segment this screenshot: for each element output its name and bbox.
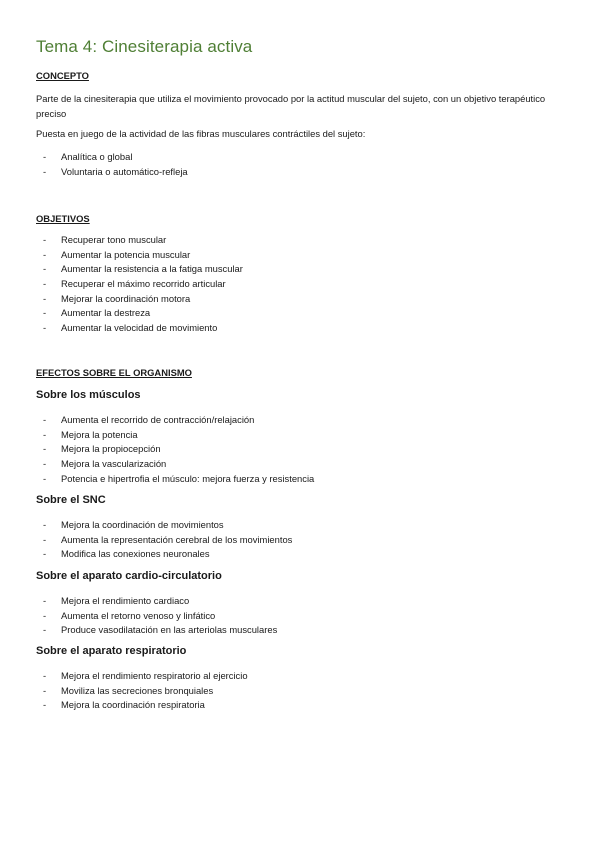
list-item [36, 292, 243, 307]
list-item [36, 262, 243, 277]
list-item [36, 457, 314, 472]
bullet-dash: - [43, 165, 47, 177]
list-item-text: Mejora el rendimiento cardiaco [61, 595, 190, 606]
efectos-heading: EFECTOS SOBRE EL ORGANISMO [36, 367, 192, 378]
bullet-dash: - [43, 595, 47, 606]
list-item-text: Aumentar la resistencia a la fatiga muscular [61, 263, 243, 275]
list-item [36, 233, 243, 248]
list-item-text: Mejora la vascularización [61, 458, 167, 470]
list-item [36, 442, 314, 457]
list-item [36, 248, 243, 263]
list-item [36, 277, 243, 292]
list-item-text: Potencia e hipertrofia el músculo: mejora fuerza y resistencia [61, 472, 315, 484]
bullet-dash: - [43, 533, 47, 545]
bullet-dash: - [43, 307, 47, 319]
bullet-dash: - [43, 624, 47, 636]
list-item [36, 306, 243, 321]
concepto-heading: CONCEPTO [36, 70, 89, 81]
respiratorio-subheading: Sobre el aparato respiratorio [36, 645, 187, 657]
list-item-text: Mejorar la coordinación motora [61, 292, 191, 304]
list-item-text: Mejora la coordinación de movimientos [61, 519, 224, 530]
cardio-subheading: Sobre el aparato cardio-circulatorio [36, 570, 222, 582]
list-item [36, 413, 314, 428]
bullet-dash: - [43, 278, 47, 290]
cardio-list [36, 594, 277, 638]
bullet-dash: - [43, 609, 47, 621]
concepto-paragraph-2: Puesta en juego de la actividad de las fibras musculares contráctiles del sujeto: [36, 128, 366, 139]
snc-subheading: Sobre el SNC [36, 494, 106, 506]
bullet-dash: - [43, 443, 47, 455]
list-item-text: Moviliza las secreciones bronquiales [61, 684, 214, 696]
bullet-dash: - [43, 458, 47, 470]
list-item-text: Mejora la propiocepción [61, 443, 161, 455]
list-item-text: Recuperar el máximo recorrido articular [61, 278, 226, 290]
list-item [36, 669, 248, 684]
list-item-text: Mejora el rendimiento respiratorio al ejercicio [61, 670, 248, 681]
bullet-dash: - [43, 151, 47, 162]
bullet-dash: - [43, 414, 47, 425]
list-item-text: Mejora la potencia [61, 428, 138, 440]
list-item-text: Aumentar la potencia muscular [61, 248, 191, 260]
list-item-text: Modifica las conexiones neuronales [61, 548, 210, 560]
list-item [36, 165, 188, 180]
list-item-text: Aumenta el recorrido de contracción/relajación [61, 414, 255, 425]
list-item [36, 533, 292, 548]
respiratorio-list [36, 669, 248, 713]
bullet-dash: - [43, 234, 47, 245]
bullet-dash: - [43, 428, 47, 440]
list-item-text: Aumentar la destreza [61, 307, 151, 319]
bullet-dash: - [43, 519, 47, 530]
list-item-text: Mejora la coordinación respiratoria [61, 699, 205, 711]
list-item [36, 321, 243, 336]
list-item [36, 150, 188, 165]
list-item-text: Produce vasodilatación en las arteriolas musculares [61, 624, 278, 636]
concepto-list [36, 150, 188, 179]
list-item-text: Aumenta el retorno venoso y linfático [61, 609, 216, 621]
list-item [36, 623, 277, 638]
objetivos-heading: OBJETIVOS [36, 213, 90, 224]
bullet-dash: - [43, 248, 47, 260]
list-item [36, 698, 248, 713]
list-item-text: Analítica o global [61, 151, 133, 162]
bullet-dash: - [43, 322, 47, 334]
list-item-text: Voluntaria o automático-refleja [61, 165, 188, 177]
bullet-dash: - [43, 699, 47, 711]
list-item-text: Aumentar la velocidad de movimiento [61, 322, 218, 334]
bullet-dash: - [43, 670, 47, 681]
objetivos-list [36, 233, 243, 336]
bullet-dash: - [43, 548, 47, 560]
list-item [36, 428, 314, 443]
list-item-text: Aumenta la representación cerebral de los movimientos [61, 533, 293, 545]
bullet-dash: - [43, 472, 47, 484]
musculos-list [36, 413, 314, 486]
list-item [36, 684, 248, 699]
snc-list [36, 518, 292, 562]
bullet-dash: - [43, 292, 47, 304]
list-item [36, 518, 292, 533]
musculos-subheading: Sobre los músculos [36, 389, 141, 401]
bullet-dash: - [43, 263, 47, 275]
list-item [36, 472, 314, 487]
list-item [36, 594, 277, 609]
concepto-paragraph-1: Parte de la cinesiterapia que utiliza el movimiento provocado por la actitud muscular del sujeto, con un objetivo terapéutico preciso [36, 93, 546, 119]
list-item [36, 609, 277, 624]
bullet-dash: - [43, 684, 47, 696]
page-title: Tema 4: Cinesiterapia activa [36, 37, 253, 56]
list-item-text: Recuperar tono muscular [61, 234, 167, 245]
list-item [36, 547, 292, 562]
